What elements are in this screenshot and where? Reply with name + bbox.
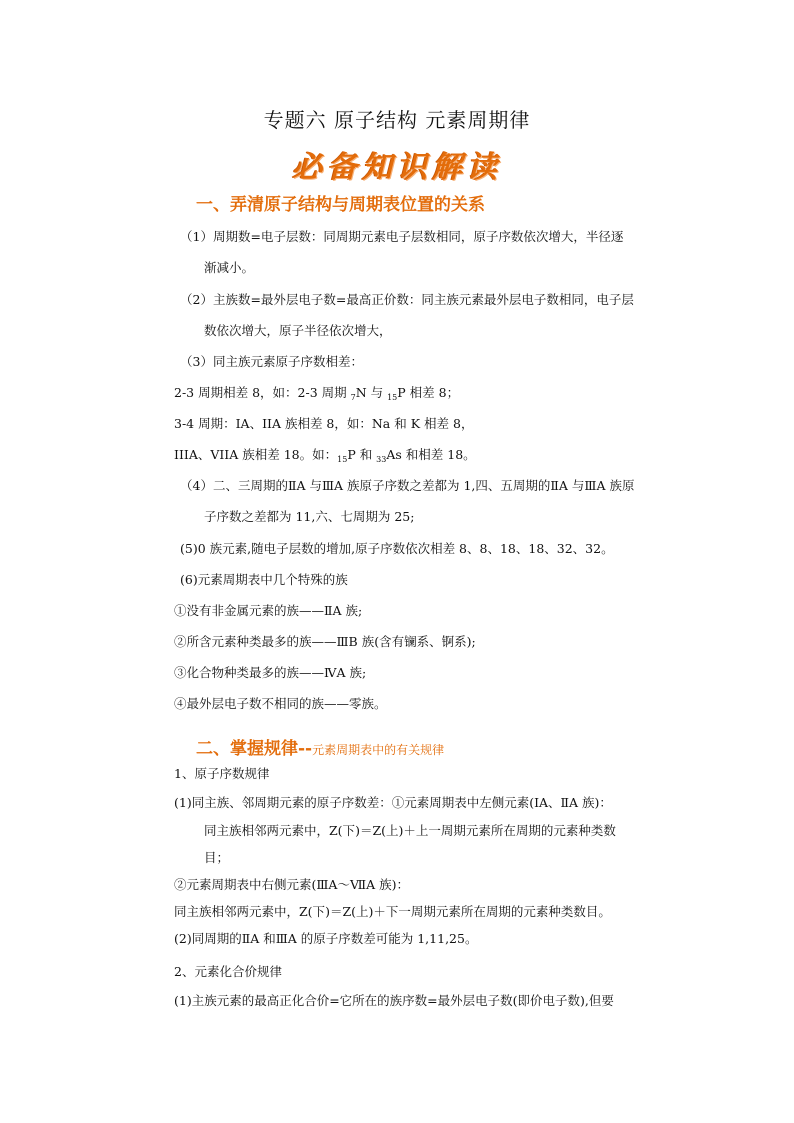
text-fragment: P 相差 8；	[397, 385, 460, 400]
subscript: 33	[376, 455, 387, 464]
text-fragment: P 和	[347, 447, 377, 462]
page-title: 专题六 原子结构 元素周期律	[263, 108, 531, 132]
text-line: ②元素周期表中右侧元素(ⅢA～ⅦA 族)：	[174, 877, 409, 892]
text-line: （4）二、三周期的ⅡA 与ⅢA 族原子序数之差都为 1,四、五周期的ⅡA 与ⅢA 族原	[180, 478, 635, 493]
subscript: 7	[350, 393, 356, 402]
text-line: (6)元素周期表中几个特殊的族	[180, 572, 348, 587]
section1-heading: 一、弄清原子结构与周期表位置的关系	[196, 195, 485, 215]
text-fragment: N 与	[355, 385, 388, 400]
text-line: 2、元素化合价规律	[174, 964, 282, 979]
text-line	[174, 385, 459, 406]
text-line: 目；	[204, 850, 230, 865]
section2-heading-sub: 元素周期表中的有关规律	[312, 743, 445, 757]
text-line: 3-4 周期：IA、IIA 族相差 8，如：Na 和 K 相差 8，	[174, 416, 474, 431]
text-line	[174, 447, 476, 468]
text-line: 数依次增大，原子半径依次增大，	[204, 323, 392, 338]
text-line: (1)同主族、邻周期元素的原子序数差：①元素周期表中左侧元素(ⅠA、ⅡA 族)：	[174, 795, 612, 810]
text-line: ④最外层电子数不相同的族——零族。	[174, 696, 387, 711]
text-line: ②所含元素种类最多的族——ⅢB 族(含有镧系、锕系);	[174, 634, 476, 649]
section2-heading	[196, 734, 444, 759]
text-line: 子序数之差都为 11,六、七周期为 25;	[204, 509, 415, 524]
text-fragment: 2-3 周期相差 8，如：2-3 周期	[174, 385, 351, 400]
text-line: 同主族相邻两元素中，Z(下)＝Z(上)＋下一周期元素所在周期的元素种类数目。	[174, 904, 611, 919]
text-line: （2）主族数=最外层电子数=最高正价数：同主族元素最外层电子数相同，电子层	[180, 292, 634, 307]
section-banner: 必备知识解读	[292, 150, 502, 185]
text-line: 1、原子序数规律	[174, 766, 270, 781]
text-line: ③化合物种类最多的族——ⅣA 族;	[174, 665, 367, 680]
subscript: 15	[337, 455, 348, 464]
text-line: 同主族相邻两元素中，Z(下)＝Z(上)＋上一周期元素所在周期的元素种类数	[204, 823, 616, 838]
text-fragment: IIIA、VIIA 族相差 18。如：	[174, 447, 338, 462]
text-fragment: As 和相差 18。	[386, 447, 476, 462]
text-line: （3）同主族元素原子序数相差：	[180, 354, 363, 369]
section2-heading-main: 二、掌握规律--	[196, 739, 313, 759]
text-line: (1)主族元素的最高正化合价=它所在的族序数=最外层电子数(即价电子数),但要	[174, 993, 614, 1008]
text-line: 渐减小。	[204, 260, 255, 275]
text-line: ①没有非金属元素的族——ⅡA 族;	[174, 603, 363, 618]
text-line: （1）周期数=电子层数：同周期元素电子层数相同，原子序数依次增大，半径逐	[180, 229, 624, 244]
subscript: 15	[387, 393, 398, 402]
text-line: (2)同周期的ⅡA 和ⅢA 的原子序数差可能为 1,11,25。	[174, 931, 478, 946]
text-line: (5)0 族元素,随电子层数的增加,原子序数依次相差 8、8、18、18、32、32。	[180, 541, 614, 556]
